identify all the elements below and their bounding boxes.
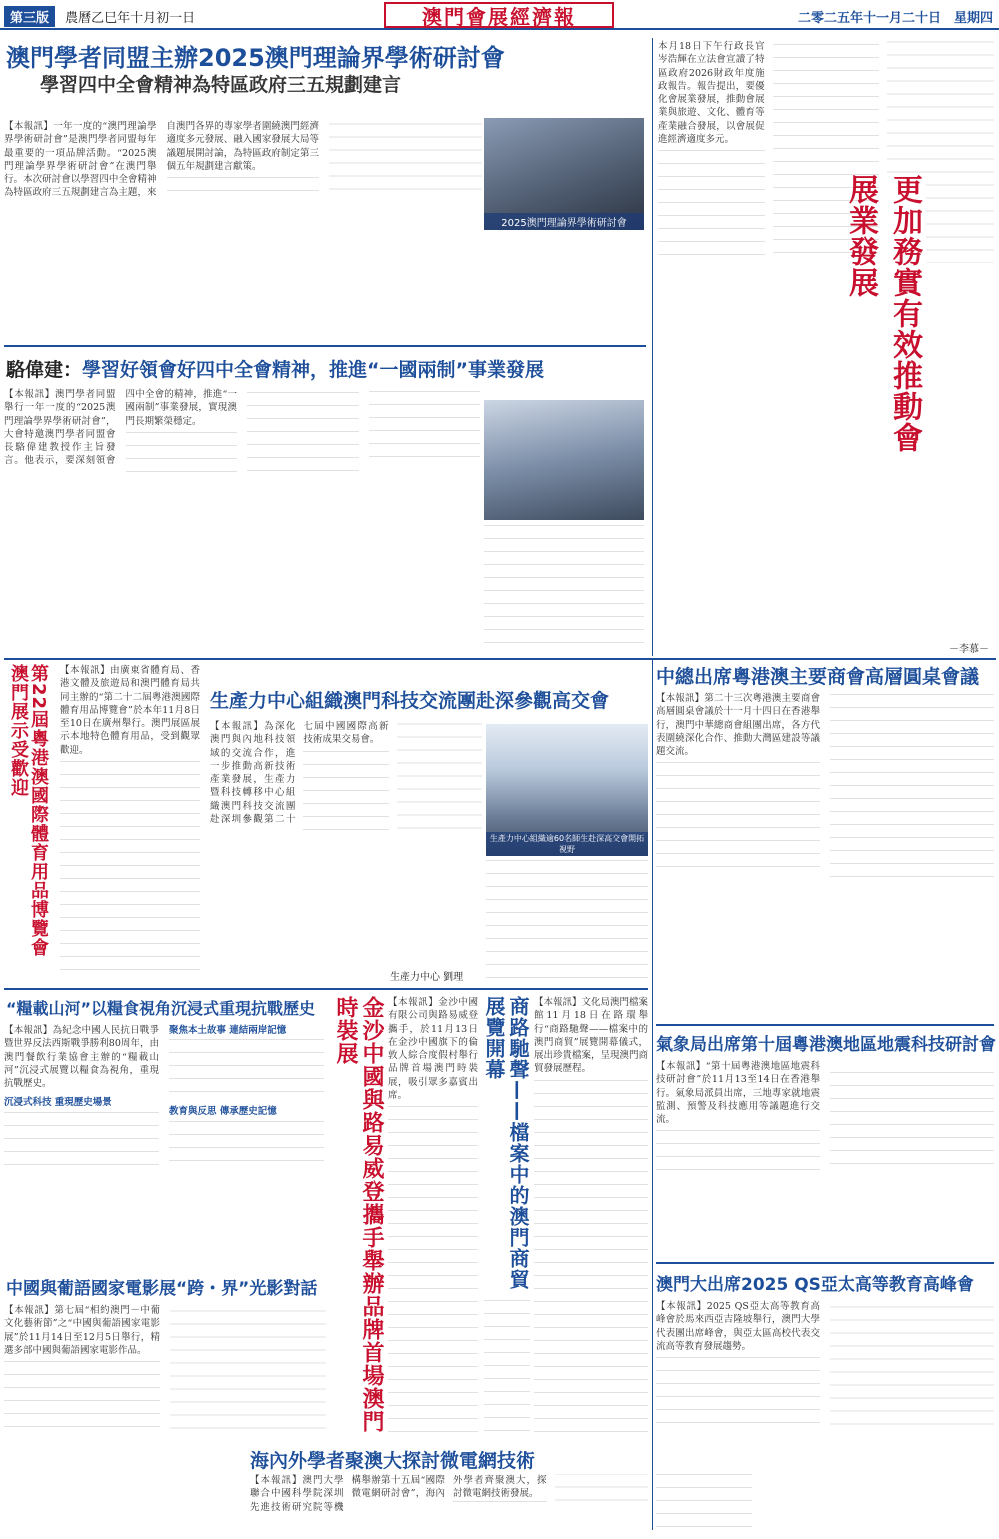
article9-body-text: 【本報訊】金沙中國有限公司與路易威登攜手，於11月13日在金沙中國旗下的倫敦人綜合度假村舉行品牌首場澳門時裝展，吸引眾多嘉賓出席。 (388, 997, 478, 1102)
article6-body (210, 720, 482, 980)
divider (656, 1024, 994, 1026)
article4-body (656, 692, 994, 1022)
article3-body (658, 40, 994, 640)
article2-title-main: 學習好領會好四中全會精神，推進“一國兩制”事業發展 (82, 359, 544, 381)
article9-body (388, 996, 478, 1436)
lunar-date: 農曆乙巳年十月初一日 (65, 11, 196, 26)
article2-title-name: 駱偉建： (6, 359, 83, 381)
article6-body-text: 【本報訊】為深化澳門與內地科技領域的交流合作，進一步推動高新技術產業發展，生產力暨科技轉移中心組織澳門科技交流團赴深圳參觀第二十七屆中國國際高新技術成果交易會。 (210, 721, 389, 826)
divider (656, 1262, 994, 1264)
article13-body (250, 1474, 648, 1536)
article10-body-text: 【本報訊】文化局澳門檔案館11月18日在路環舉行“商路馳聲——檔案中的澳門商貿”展覽開幕儀式，展出珍貴檔案，呈現澳門商貿發展歷程。 (534, 997, 648, 1075)
article10-body (534, 996, 648, 1436)
article5-body-text: 【本報訊】由廣東省體育局、香港文體及旅遊局和澳門體育局共同主辦的“第二十二屆粵港澳國際體育用品博覽會”於本年11月8日至10日在廣州舉行。澳門展區展示本地特色體育用品，受到觀眾歡迎。 (60, 665, 200, 756)
article7-body-text: 【本報訊】為紀念中國人民抗日戰爭暨世界反法西斯戰爭勝利80周年，由澳門餐飲行業協會主辦的“糧載山河”沉浸式展覽以糧食為視角，重現抗戰歷史。 (4, 1025, 159, 1090)
article7-title: “糧載山河”以糧食視角沉浸式重現抗戰歷史 (6, 999, 316, 1018)
article13-body-text: 【本報訊】澳門大學聯合中國科學院深圳先進技術研究院等機構舉辦第十五屆“國際微電網研討會”，海內外學者齊聚澳大，探討微電網技術發展。 (250, 1475, 547, 1513)
page-header (0, 0, 999, 30)
article7-sub1: 聚焦本土故事 連結兩岸記憶 (169, 1025, 287, 1036)
article10-title: 商路馳聲——檔案中的澳門商貿展覽開幕 (482, 996, 530, 1290)
article10-body-cont (484, 1300, 530, 1436)
article8-title: 中國與葡語國家電影展“跨・界”光影對話 (6, 1279, 318, 1299)
article6-body-cont (486, 860, 648, 980)
article11-title: 氣象局出席第十屆粵港澳地區地震科技研討會 (656, 1035, 996, 1055)
article13-title: 海內外學者聚澳大探討微電網技術 (250, 1450, 536, 1472)
article4-body-text: 【本報訊】第二十三次粵港澳主要商會高層圓桌會議於十一月十四日在香港舉行，澳門中華總商會組團出席，各方代表圍繞深化合作、推動大灣區建設等議題交流。 (656, 693, 820, 758)
article2-photo (484, 400, 644, 520)
article11-body-text: 【本報訊】“第十屆粵港澳地區地震科技研討會”於11月13至14日在香港舉行。氣象局派員出席，三地專家就地震監測、預警及科技應用等議題進行交流。 (656, 1061, 820, 1126)
article8-body-text: 【本報訊】第七屆“相約澳門－中葡文化藝術節”之“中國與葡語國家電影展”於11月14日至12月5日舉行，精選多部中國與葡語國家電影作品。 (4, 1305, 160, 1356)
article7-sub2: 教育與反思 傳承歷史記憶 (169, 1106, 277, 1118)
article12-body (656, 1300, 994, 1536)
column-divider (652, 38, 653, 656)
article3-body-text: 本月18日下午行政長官岑浩輝在立法會宣讀了特區政府2026財政年度施政報告。報告提出，要優化會展業發展，推動會展業與旅遊、文化、體育等產業融合發展，以會展促進經濟適度多元。 (658, 41, 765, 146)
article3-signature: －李慕－ (949, 644, 989, 655)
article1-title: 澳門學者同盟主辦2025澳門理論界學術研討會 (6, 44, 505, 72)
article7-sub3: 沉浸式科技 重現歷史場景 (4, 1097, 112, 1109)
article2-title (6, 355, 646, 382)
issue-date: 二零二五年十一月二十日 星期四 (797, 11, 993, 26)
article2-body-cont (484, 525, 644, 653)
edition-info (4, 6, 195, 27)
article11-body (656, 1060, 994, 1240)
edition-tag: 第三版 (4, 6, 55, 27)
divider (4, 345, 646, 347)
article1-body-text: 【本報訊】一年一度的“澳門理論學界學術研討會”是澳門學者同盟每年最重要的一項品牌活動。“2025澳門理論學界學術研討會”在澳門舉行。本次研討會以學習四中全會精神為特區政府三五規劃建言為主題，來自澳門各界的專家學者圍繞澳門經濟適度多元發展、融入國家發展大局等議題展開討論，為特區政府制定第三個五年規劃建言獻策。 (4, 121, 319, 199)
article3-title: 更加務實有效推動會展業發展 (880, 174, 926, 474)
divider (4, 988, 648, 990)
article2-body (4, 388, 480, 653)
article12-title: 澳門大出席2025 QS亞太高等教育高峰會 (656, 1275, 974, 1295)
article6-photo-caption: 生產力中心組織逾60名師生赴深高交會開拓視野 (486, 832, 648, 856)
article6-photo (486, 724, 648, 856)
article7-body (4, 1024, 324, 1264)
masthead: 澳門會展經濟報 (384, 2, 614, 28)
article9-title: 金沙中國與路易威登攜手舉辦品牌首場澳門時裝展 (333, 996, 384, 1433)
article1-photo-caption: 2025澳門理論界學術研討會 (484, 213, 644, 230)
article1-photo (484, 118, 644, 230)
article6-title: 生產力中心組織澳門科技交流團赴深參觀高交會 (210, 690, 610, 712)
article4-title: 中總出席粵港澳主要商會高層圓桌會議 (656, 666, 980, 688)
article1-subtitle: 學習四中全會精神為特區政府三五規劃建言 (40, 74, 402, 96)
article6-credit: 生產力中心 劉理 (390, 972, 464, 983)
article2-body-text: 【本報訊】澳門學者同盟舉行一年一度的“2025澳門理論學界學術研討會”，大會特邀澳門學者同盟會長駱偉建教授作主旨發言。他表示，要深刻領會四中全會的精神，推進“一國兩制”事業發展，實現澳門長期繁榮穩定。 (4, 389, 237, 467)
article12-body-text: 【本報訊】2025 QS亞太高等教育高峰會於馬來西亞吉隆坡舉行，澳門大學代表團出席峰會，與亞太區高校代表交流高等教育發展趨勢。 (656, 1301, 820, 1352)
article5-body (60, 664, 200, 982)
column-divider (652, 660, 653, 1530)
article5-title: 第22屆粵港澳國際體育用品博覽會澳門展示受歡迎 (8, 664, 49, 958)
divider (4, 658, 996, 660)
